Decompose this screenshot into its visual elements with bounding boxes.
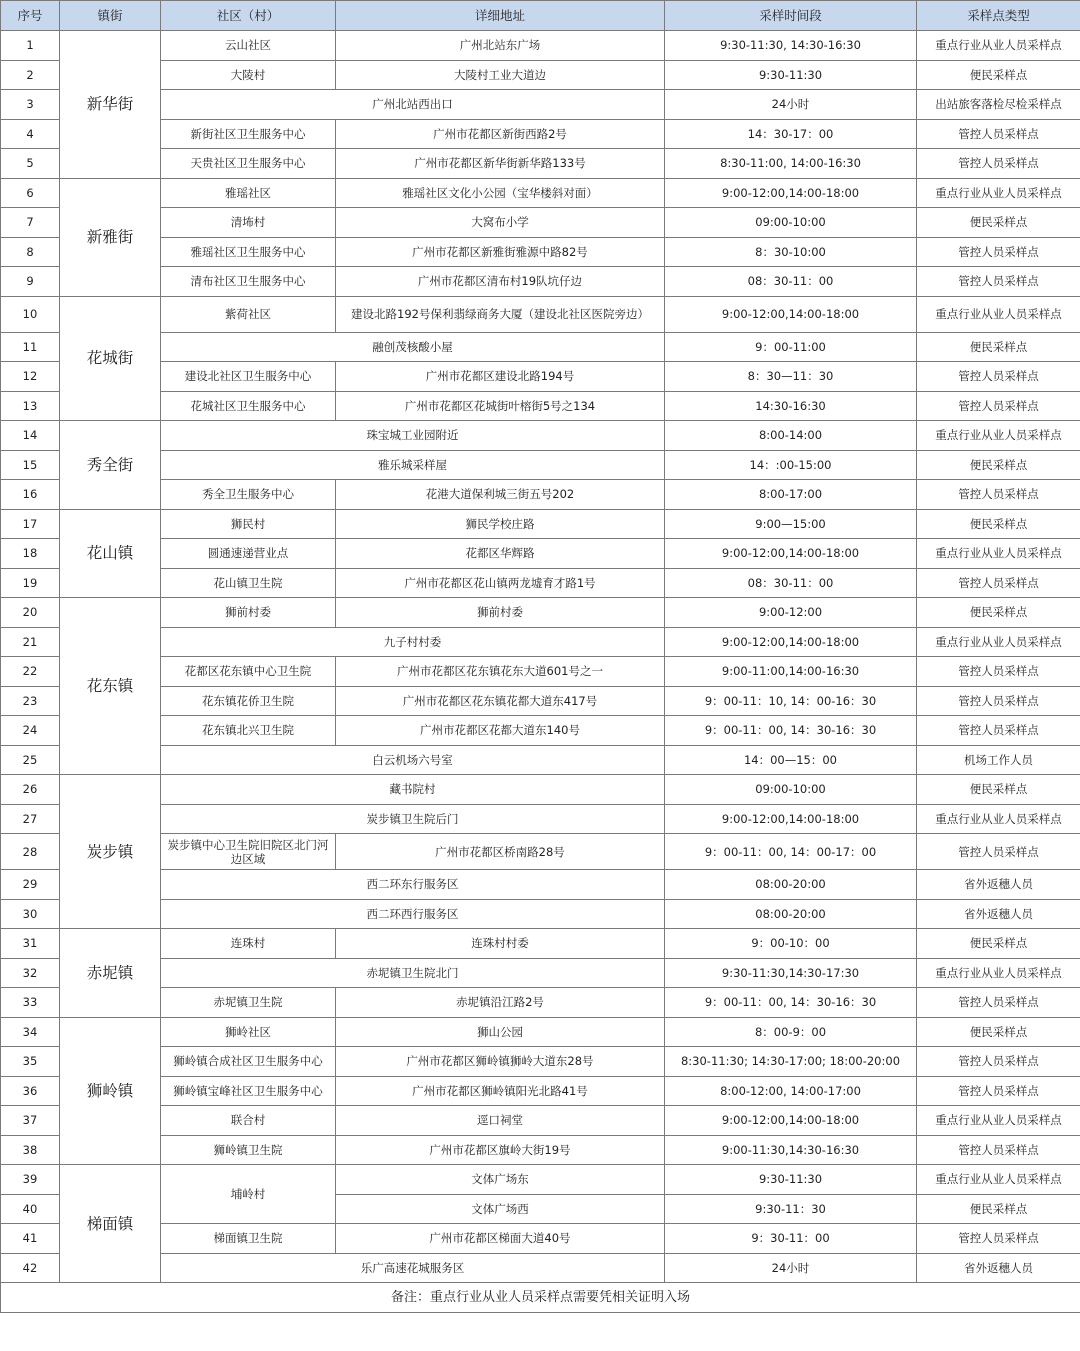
cell-town: 花城街 — [60, 296, 161, 421]
table-row — [1, 391, 1080, 421]
table-body — [1, 31, 1080, 1283]
table-row — [1, 1165, 1080, 1195]
table-row — [1, 598, 1080, 628]
cell-type: 便民采样点 — [917, 450, 1080, 480]
cell-community: 天贵社区卫生服务中心 — [161, 149, 336, 179]
cell-time: 9:30-11:30 — [665, 1165, 917, 1195]
cell-town: 新华街 — [60, 31, 161, 179]
cell-town: 赤坭镇 — [60, 929, 161, 1018]
table-row — [1, 870, 1080, 900]
cell-address: 广州市花都区花山镇两龙墟育才路1号 — [336, 568, 665, 598]
cell-town: 梯面镇 — [60, 1165, 161, 1283]
cell-town: 花山镇 — [60, 509, 161, 598]
note-row — [1, 1283, 1080, 1313]
cell-site-merged: 赤坭镇卫生院北门 — [161, 958, 665, 988]
cell-community: 狮前村委 — [161, 598, 336, 628]
cell-no: 1 — [1, 31, 60, 61]
cell-type: 省外返穗人员 — [917, 1253, 1080, 1283]
table-row — [1, 716, 1080, 746]
cell-address: 广州市花都区旗岭大街19号 — [336, 1135, 665, 1165]
cell-type: 省外返穗人员 — [917, 870, 1080, 900]
cell-address: 广州市花都区桥南路28号 — [336, 834, 665, 870]
cell-time: 14：:00-15:00 — [665, 450, 917, 480]
table-row — [1, 237, 1080, 267]
cell-town: 秀全街 — [60, 421, 161, 510]
cell-town: 花东镇 — [60, 598, 161, 775]
cell-no: 16 — [1, 480, 60, 510]
cell-time: 8：30—11：30 — [665, 362, 917, 392]
cell-type: 管控人员采样点 — [917, 237, 1080, 267]
cell-time: 8：30-10:00 — [665, 237, 917, 267]
cell-site-merged: 西二环东行服务区 — [161, 870, 665, 900]
table-row — [1, 267, 1080, 297]
cell-type: 管控人员采样点 — [917, 362, 1080, 392]
cell-community: 花东镇北兴卫生院 — [161, 716, 336, 746]
cell-address: 花都区华辉路 — [336, 539, 665, 569]
cell-address: 大窝布小学 — [336, 208, 665, 238]
cell-type: 重点行业从业人员采样点 — [917, 296, 1080, 332]
cell-community: 花都区花东镇中心卫生院 — [161, 657, 336, 687]
cell-no: 20 — [1, 598, 60, 628]
cell-time: 9:30-11:30,14:30-17:30 — [665, 958, 917, 988]
cell-address: 大陵村工业大道边 — [336, 60, 665, 90]
cell-no: 6 — [1, 178, 60, 208]
header-type: 采样点类型 — [917, 1, 1080, 31]
table-row — [1, 60, 1080, 90]
cell-address: 广州市花都区清布村19队坑仔边 — [336, 267, 665, 297]
cell-no: 3 — [1, 90, 60, 120]
cell-address: 广州市花都区花东镇花东大道601号之一 — [336, 657, 665, 687]
cell-type: 重点行业从业人员采样点 — [917, 804, 1080, 834]
cell-address: 狮民学校庄路 — [336, 509, 665, 539]
cell-time: 24小时 — [665, 1253, 917, 1283]
cell-site-merged: 珠宝城工业园附近 — [161, 421, 665, 451]
cell-address: 连珠村村委 — [336, 929, 665, 959]
table-row — [1, 119, 1080, 149]
table-row — [1, 149, 1080, 179]
cell-time: 08：30-11：00 — [665, 267, 917, 297]
table-row — [1, 834, 1080, 870]
cell-type: 管控人员采样点 — [917, 1047, 1080, 1077]
cell-time: 8:00-14:00 — [665, 421, 917, 451]
cell-no: 41 — [1, 1224, 60, 1254]
cell-time: 9:00-12:00,14:00-18:00 — [665, 296, 917, 332]
cell-time: 9:00-11:30,14:30-16:30 — [665, 1135, 917, 1165]
cell-no: 26 — [1, 775, 60, 805]
cell-community: 赤坭镇卫生院 — [161, 988, 336, 1018]
cell-no: 19 — [1, 568, 60, 598]
cell-no: 8 — [1, 237, 60, 267]
cell-type: 管控人员采样点 — [917, 686, 1080, 716]
header-no: 序号 — [1, 1, 60, 31]
cell-time: 09:00-10:00 — [665, 208, 917, 238]
cell-site-merged: 西二环西行服务区 — [161, 899, 665, 929]
cell-time: 08:00-20:00 — [665, 870, 917, 900]
cell-no: 10 — [1, 296, 60, 332]
cell-time: 8：00-9：00 — [665, 1017, 917, 1047]
cell-address: 建设北路192号保利翡绿商务大厦（建设北社区医院旁边） — [336, 296, 665, 332]
header-address: 详细地址 — [336, 1, 665, 31]
table-row — [1, 509, 1080, 539]
cell-time: 24小时 — [665, 90, 917, 120]
header-community: 社区（村） — [161, 1, 336, 31]
cell-community: 埔岭村 — [161, 1165, 336, 1224]
cell-address: 赤坭镇沿江路2号 — [336, 988, 665, 1018]
table-row — [1, 362, 1080, 392]
cell-address: 广州市花都区花都大道东140号 — [336, 716, 665, 746]
cell-time: 14:30-16:30 — [665, 391, 917, 421]
cell-type: 便民采样点 — [917, 1194, 1080, 1224]
cell-no: 5 — [1, 149, 60, 179]
cell-no: 11 — [1, 332, 60, 362]
cell-type: 重点行业从业人员采样点 — [917, 1165, 1080, 1195]
cell-type: 管控人员采样点 — [917, 657, 1080, 687]
cell-type: 便民采样点 — [917, 60, 1080, 90]
table-row — [1, 539, 1080, 569]
cell-address: 狮前村委 — [336, 598, 665, 628]
cell-address: 广州市花都区新街西路2号 — [336, 119, 665, 149]
cell-community: 清布社区卫生服务中心 — [161, 267, 336, 297]
cell-type: 管控人员采样点 — [917, 1224, 1080, 1254]
cell-type: 便民采样点 — [917, 1017, 1080, 1047]
table-row — [1, 988, 1080, 1018]
table-row — [1, 332, 1080, 362]
cell-time: 9:30-11:30, 14:30-16:30 — [665, 31, 917, 61]
cell-time: 9:00-12:00 — [665, 598, 917, 628]
table-row — [1, 1224, 1080, 1254]
cell-type: 便民采样点 — [917, 775, 1080, 805]
header-time: 采样时间段 — [665, 1, 917, 31]
cell-community: 狮民村 — [161, 509, 336, 539]
cell-community: 联合村 — [161, 1106, 336, 1136]
cell-community: 紫荷社区 — [161, 296, 336, 332]
cell-time: 09:00-10:00 — [665, 775, 917, 805]
cell-no: 29 — [1, 870, 60, 900]
cell-no: 37 — [1, 1106, 60, 1136]
cell-no: 24 — [1, 716, 60, 746]
cell-time: 9:00-12:00,14:00-18:00 — [665, 178, 917, 208]
cell-no: 7 — [1, 208, 60, 238]
cell-address: 花港大道保利城三街五号202 — [336, 480, 665, 510]
cell-no: 22 — [1, 657, 60, 687]
cell-type: 管控人员采样点 — [917, 1135, 1080, 1165]
cell-type: 管控人员采样点 — [917, 716, 1080, 746]
cell-type: 管控人员采样点 — [917, 391, 1080, 421]
cell-time: 9：00-10：00 — [665, 929, 917, 959]
cell-no: 15 — [1, 450, 60, 480]
table-row — [1, 899, 1080, 929]
cell-time: 9:00-12:00,14:00-18:00 — [665, 804, 917, 834]
cell-time: 9:00-12:00,14:00-18:00 — [665, 1106, 917, 1136]
cell-address: 广州市花都区新雅街雅源中路82号 — [336, 237, 665, 267]
cell-type: 管控人员采样点 — [917, 480, 1080, 510]
cell-no: 32 — [1, 958, 60, 988]
cell-time: 08:00-20:00 — [665, 899, 917, 929]
table-row — [1, 775, 1080, 805]
cell-type: 便民采样点 — [917, 929, 1080, 959]
cell-address: 逕口祠堂 — [336, 1106, 665, 1136]
table-row — [1, 208, 1080, 238]
cell-type: 重点行业从业人员采样点 — [917, 178, 1080, 208]
table-row — [1, 686, 1080, 716]
cell-address: 雅瑶社区文化小公园（宝华楼斜对面） — [336, 178, 665, 208]
table-row — [1, 958, 1080, 988]
table-row — [1, 1017, 1080, 1047]
table-row — [1, 90, 1080, 120]
cell-community: 建设北社区卫生服务中心 — [161, 362, 336, 392]
cell-type: 管控人员采样点 — [917, 149, 1080, 179]
cell-community: 狮岭镇卫生院 — [161, 1135, 336, 1165]
cell-no: 40 — [1, 1194, 60, 1224]
header-row — [1, 1, 1080, 31]
cell-address: 广州市花都区建设北路194号 — [336, 362, 665, 392]
cell-town: 新雅街 — [60, 178, 161, 296]
table-row — [1, 1047, 1080, 1077]
cell-no: 27 — [1, 804, 60, 834]
cell-no: 25 — [1, 745, 60, 775]
cell-no: 30 — [1, 899, 60, 929]
cell-time: 14：00—15：00 — [665, 745, 917, 775]
cell-site-merged: 炭步镇卫生院后门 — [161, 804, 665, 834]
cell-site-merged: 九子村村委 — [161, 627, 665, 657]
table-row — [1, 31, 1080, 61]
cell-no: 4 — [1, 119, 60, 149]
cell-community: 狮岭社区 — [161, 1017, 336, 1047]
cell-no: 17 — [1, 509, 60, 539]
cell-site-merged: 乐广高速花城服务区 — [161, 1253, 665, 1283]
cell-type: 管控人员采样点 — [917, 267, 1080, 297]
cell-address: 广州市花都区梯面大道40号 — [336, 1224, 665, 1254]
cell-address: 广州市花都区狮岭镇狮岭大道东28号 — [336, 1047, 665, 1077]
cell-town: 炭步镇 — [60, 775, 161, 929]
cell-no: 33 — [1, 988, 60, 1018]
cell-time: 8:00-12:00, 14:00-17:00 — [665, 1076, 917, 1106]
cell-time: 9：30-11：00 — [665, 1224, 917, 1254]
note-text: 备注：重点行业从业人员采样点需要凭相关证明入场 — [1, 1283, 1080, 1313]
cell-address: 广州北站东广场 — [336, 31, 665, 61]
cell-no: 9 — [1, 267, 60, 297]
cell-address: 广州市花都区狮岭镇阳光北路41号 — [336, 1076, 665, 1106]
cell-time: 9:00—15:00 — [665, 509, 917, 539]
table-row — [1, 1076, 1080, 1106]
cell-community: 花城社区卫生服务中心 — [161, 391, 336, 421]
cell-no: 13 — [1, 391, 60, 421]
cell-site-merged: 藏书院村 — [161, 775, 665, 805]
cell-time: 9:00-12:00,14:00-18:00 — [665, 539, 917, 569]
cell-type: 便民采样点 — [917, 332, 1080, 362]
cell-no: 42 — [1, 1253, 60, 1283]
cell-community: 大陵村 — [161, 60, 336, 90]
cell-address: 文体广场西 — [336, 1194, 665, 1224]
cell-type: 管控人员采样点 — [917, 1076, 1080, 1106]
cell-community: 雅瑶社区 — [161, 178, 336, 208]
cell-site-merged: 融创茂核酸小屋 — [161, 332, 665, 362]
cell-no: 18 — [1, 539, 60, 569]
cell-time: 9：00-11：00, 14：30-16：30 — [665, 988, 917, 1018]
table-row — [1, 296, 1080, 332]
cell-no: 39 — [1, 1165, 60, 1195]
table-row — [1, 1135, 1080, 1165]
cell-time: 08：30-11：00 — [665, 568, 917, 598]
cell-time: 9：00-11：00, 14：00-17：00 — [665, 834, 917, 870]
cell-type: 便民采样点 — [917, 509, 1080, 539]
table-row — [1, 745, 1080, 775]
cell-time: 8:30-11:30; 14:30-17:00; 18:00-20:00 — [665, 1047, 917, 1077]
cell-type: 机场工作人员 — [917, 745, 1080, 775]
cell-no: 34 — [1, 1017, 60, 1047]
cell-town: 狮岭镇 — [60, 1017, 161, 1165]
table-row — [1, 450, 1080, 480]
cell-no: 31 — [1, 929, 60, 959]
table-row — [1, 627, 1080, 657]
cell-type: 重点行业从业人员采样点 — [917, 31, 1080, 61]
cell-type: 重点行业从业人员采样点 — [917, 627, 1080, 657]
cell-site-merged: 雅乐城采样屋 — [161, 450, 665, 480]
cell-community: 云山社区 — [161, 31, 336, 61]
cell-type: 重点行业从业人员采样点 — [917, 958, 1080, 988]
cell-community: 狮岭镇宝峰社区卫生服务中心 — [161, 1076, 336, 1106]
cell-no: 12 — [1, 362, 60, 392]
cell-no: 35 — [1, 1047, 60, 1077]
cell-address: 广州市花都区花城街叶榕街5号之134 — [336, 391, 665, 421]
cell-type: 管控人员采样点 — [917, 119, 1080, 149]
cell-no: 36 — [1, 1076, 60, 1106]
table-row — [1, 657, 1080, 687]
cell-no: 21 — [1, 627, 60, 657]
cell-time: 9:00-11:00,14:00-16:30 — [665, 657, 917, 687]
cell-time: 9：00-11:00 — [665, 332, 917, 362]
table-row — [1, 929, 1080, 959]
cell-site-merged: 白云机场六号室 — [161, 745, 665, 775]
table-row — [1, 421, 1080, 451]
cell-community: 雅瑶社区卫生服务中心 — [161, 237, 336, 267]
cell-time: 9:30-11:30 — [665, 60, 917, 90]
cell-type: 便民采样点 — [917, 208, 1080, 238]
table-row — [1, 804, 1080, 834]
header-town: 镇街 — [60, 1, 161, 31]
table-row — [1, 480, 1080, 510]
cell-community: 花东镇花侨卫生院 — [161, 686, 336, 716]
table-row — [1, 568, 1080, 598]
cell-address: 广州市花都区新华街新华路133号 — [336, 149, 665, 179]
cell-no: 14 — [1, 421, 60, 451]
cell-time: 9:30-11：30 — [665, 1194, 917, 1224]
cell-time: 8:30-11:00, 14:00-16:30 — [665, 149, 917, 179]
cell-no: 28 — [1, 834, 60, 870]
cell-time: 9：00-11：10, 14：00-16：30 — [665, 686, 917, 716]
cell-time: 8:00-17:00 — [665, 480, 917, 510]
cell-no: 38 — [1, 1135, 60, 1165]
cell-type: 管控人员采样点 — [917, 568, 1080, 598]
cell-type: 重点行业从业人员采样点 — [917, 1106, 1080, 1136]
cell-community: 炭步镇中心卫生院旧院区北门河边区域 — [161, 834, 336, 870]
cell-community: 狮岭镇合成社区卫生服务中心 — [161, 1047, 336, 1077]
table-row — [1, 1106, 1080, 1136]
cell-community: 秀全卫生服务中心 — [161, 480, 336, 510]
cell-community: 清㘵村 — [161, 208, 336, 238]
table-header — [1, 1, 1080, 31]
cell-type: 管控人员采样点 — [917, 834, 1080, 870]
cell-address: 狮山公园 — [336, 1017, 665, 1047]
cell-community: 新街社区卫生服务中心 — [161, 119, 336, 149]
cell-type: 重点行业从业人员采样点 — [917, 539, 1080, 569]
cell-type: 出站旅客落检尽检采样点 — [917, 90, 1080, 120]
cell-community: 圆通速递营业点 — [161, 539, 336, 569]
cell-type: 便民采样点 — [917, 598, 1080, 628]
cell-address: 文体广场东 — [336, 1165, 665, 1195]
cell-address: 广州市花都区花东镇花都大道东417号 — [336, 686, 665, 716]
cell-time: 14：30-17：00 — [665, 119, 917, 149]
cell-time: 9:00-12:00,14:00-18:00 — [665, 627, 917, 657]
cell-type: 省外返穗人员 — [917, 899, 1080, 929]
cell-no: 2 — [1, 60, 60, 90]
cell-type: 管控人员采样点 — [917, 988, 1080, 1018]
cell-site-merged: 广州北站西出口 — [161, 90, 665, 120]
cell-time: 9：00-11：00, 14：30-16：30 — [665, 716, 917, 746]
cell-no: 23 — [1, 686, 60, 716]
cell-community: 花山镇卫生院 — [161, 568, 336, 598]
table-row — [1, 178, 1080, 208]
cell-community: 梯面镇卫生院 — [161, 1224, 336, 1254]
cell-type: 重点行业从业人员采样点 — [917, 421, 1080, 451]
table-row — [1, 1253, 1080, 1283]
cell-community: 连珠村 — [161, 929, 336, 959]
